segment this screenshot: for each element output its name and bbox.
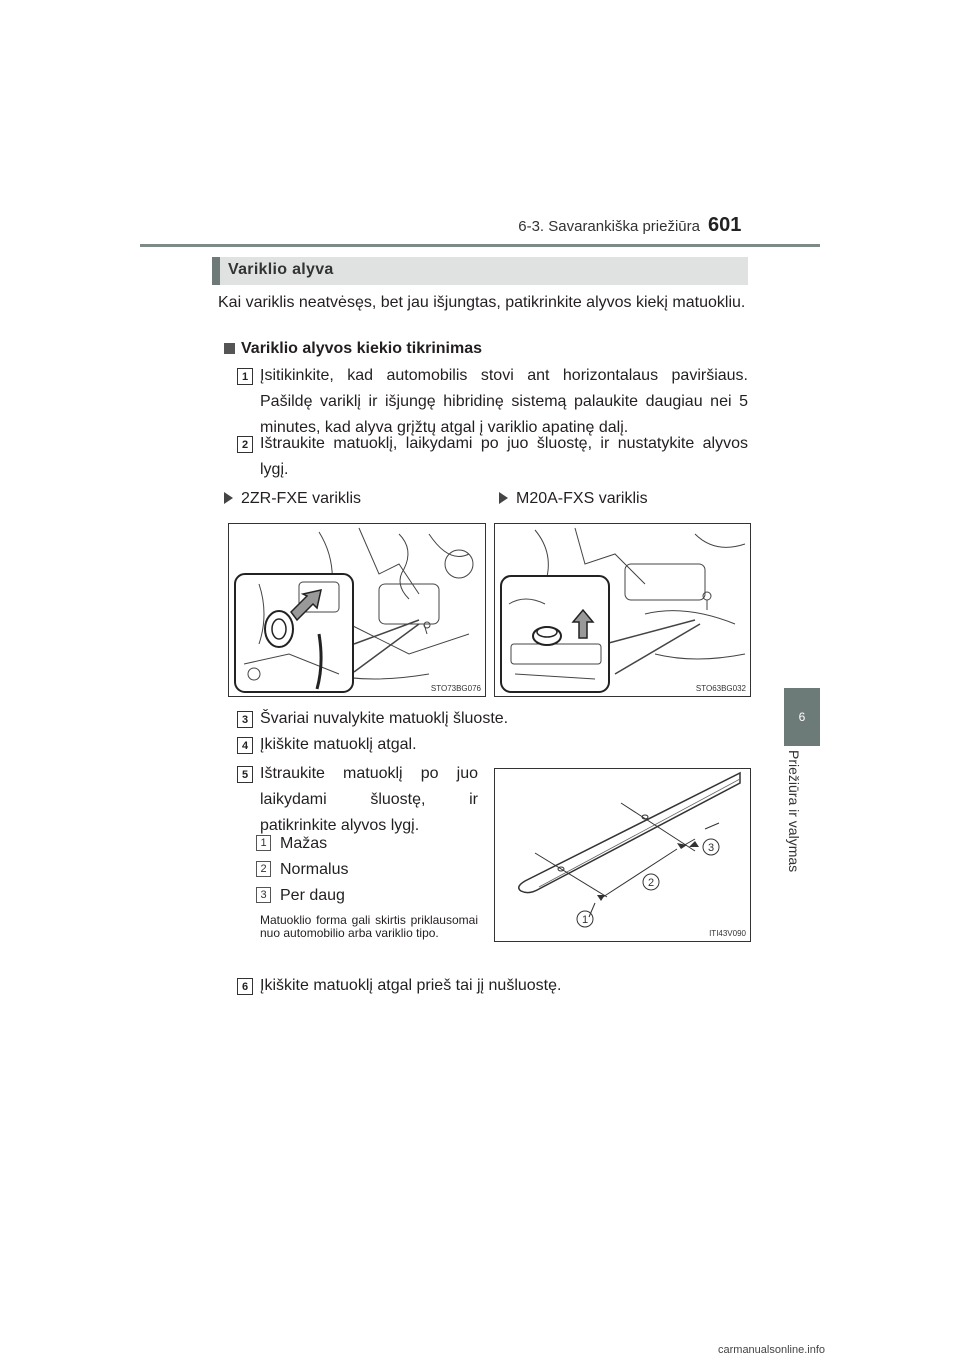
step-3-text: Švariai nuvalykite matuoklį šluoste. bbox=[260, 710, 509, 727]
engine-illustration-2zr bbox=[229, 524, 485, 696]
note-text: Matuoklio forma gali skirtis priklausomai nuo automobilio arba variklio tipo. bbox=[260, 913, 478, 940]
level-2-label: Normalus bbox=[280, 861, 349, 878]
dipstick-figure bbox=[494, 768, 751, 942]
header-section-title: 6-3. Savarankiška priežiūra bbox=[518, 218, 700, 235]
step-4-text: Įkiškite matuoklį atgal. bbox=[260, 736, 417, 753]
subheading bbox=[224, 340, 482, 358]
chapter-number: 6 bbox=[798, 710, 806, 724]
variant-label-2zr-text: 2ZR-FXE variklis bbox=[241, 490, 362, 507]
figure-code-2zr: STO73BG076 bbox=[430, 684, 481, 693]
step-2-text: Ištraukite matuoklį, laikydami po juo šluostę, ir nustatykite alyvos lygį. bbox=[260, 435, 748, 478]
header-divider bbox=[140, 244, 820, 247]
chapter-label: Priežiūra ir valymas bbox=[786, 750, 802, 873]
step-5-badge: 5 bbox=[237, 766, 253, 783]
level-1-label: Mažas bbox=[280, 835, 328, 852]
figure-code-m20a: STO63BG032 bbox=[695, 684, 746, 693]
variant-label-2zr bbox=[224, 486, 361, 512]
step-2-badge: 2 bbox=[237, 436, 253, 453]
variant-label-m20a-text: M20A-FXS variklis bbox=[516, 490, 648, 507]
step-5-text: Ištraukite matuoklį po juo laikydami šluostę, ir patikrinkite alyvos lygį. bbox=[260, 765, 478, 834]
level-1-badge: 1 bbox=[256, 835, 271, 851]
engine-figure-2zr bbox=[228, 523, 486, 697]
callout-1: 1 bbox=[581, 914, 589, 926]
step-1-text: Įsitikinkite, kad automobilis stovi ant horizontalaus paviršiaus. Pašildę variklį ir išjungę hibridinę sistemą palaukite daugiau nei 5 minutes, kad alyva grįžtų atgal į variklio apatinę dalį. bbox=[260, 367, 748, 436]
intro-paragraph: Kai variklis neatvėsęs, bet jau išjungtas, patikrinkite alyvos kiekį matuokliu. bbox=[218, 294, 746, 311]
dipstick-illustration bbox=[495, 769, 750, 941]
figure-code-dipstick: ITI43V090 bbox=[709, 929, 746, 938]
chapter-label-container bbox=[780, 750, 824, 890]
step-3-badge: 3 bbox=[237, 711, 253, 728]
step-1-badge: 1 bbox=[237, 368, 253, 385]
engine-illustration-m20a bbox=[495, 524, 750, 696]
level-2-badge: 2 bbox=[256, 861, 271, 877]
subheading-text: Variklio alyvos kiekio tikrinimas bbox=[241, 340, 483, 357]
variant-label-m20a bbox=[499, 486, 648, 512]
triangle-bullet-icon bbox=[499, 492, 508, 504]
square-bullet-icon bbox=[224, 343, 235, 354]
engine-figure-m20a bbox=[494, 523, 751, 697]
level-3-badge: 3 bbox=[256, 887, 271, 903]
chapter-tab[interactable] bbox=[784, 688, 820, 746]
triangle-bullet-icon bbox=[224, 492, 233, 504]
level-3-label: Per daug bbox=[280, 887, 345, 904]
callout-3: 3 bbox=[707, 842, 715, 854]
step-6-text: Įkiškite matuoklį atgal prieš tai jį nušluostę. bbox=[260, 977, 562, 994]
section-title: Variklio alyva bbox=[228, 261, 334, 278]
page-number: 601 bbox=[708, 214, 742, 236]
step-4-badge: 4 bbox=[237, 737, 253, 754]
callout-2: 2 bbox=[647, 877, 655, 889]
step-6-badge: 6 bbox=[237, 978, 253, 995]
section-title-bar bbox=[212, 257, 220, 285]
footer-watermark[interactable]: carmanualsonline.info bbox=[718, 1344, 826, 1356]
